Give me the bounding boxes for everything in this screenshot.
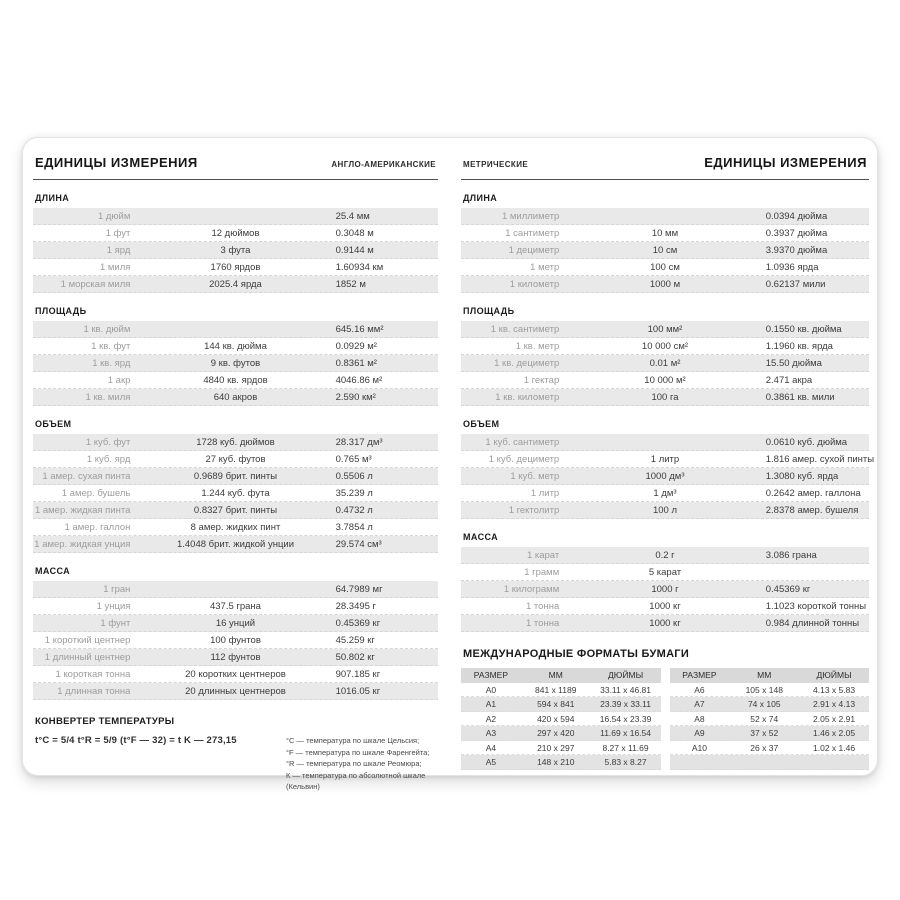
unit-name: 1 тонна bbox=[526, 601, 560, 612]
unit-value: 3.086 грана bbox=[765, 550, 817, 561]
table-row bbox=[461, 581, 869, 598]
unit-name: 1 амер. галлон bbox=[64, 522, 131, 533]
unit-value: 2.8378 амер. бушеля bbox=[765, 505, 859, 516]
unit-equivalent: 10 000 см² bbox=[641, 341, 689, 352]
paper-formats-header-row bbox=[670, 668, 870, 683]
unit-name: 1 акр bbox=[107, 375, 131, 386]
table-row bbox=[33, 225, 438, 242]
unit-name: 1 дециметр bbox=[508, 245, 560, 256]
temperature-formula: t°C = 5/4 t°R = 5/9 (t°F — 32) = t K — 273,15 bbox=[35, 735, 237, 746]
right-page-header bbox=[461, 148, 869, 180]
unit-table-mass-metric bbox=[461, 547, 869, 632]
table-row bbox=[461, 547, 869, 564]
unit-name: 1 кв. дециметр bbox=[494, 358, 560, 369]
unit-name: 1 километр bbox=[509, 279, 560, 290]
unit-value: 1.60934 км bbox=[335, 262, 384, 273]
section-mass-metric bbox=[461, 532, 869, 632]
paper-size bbox=[670, 755, 730, 769]
table-row bbox=[33, 536, 438, 553]
page-metric bbox=[461, 148, 875, 770]
section-heading: ОБЪЕМ bbox=[463, 419, 500, 429]
unit-name: 1 морская миля bbox=[60, 279, 131, 290]
paper-inches: 2.05 x 2.91 bbox=[813, 713, 856, 724]
table-row bbox=[461, 451, 875, 468]
unit-name: 1 дюйм bbox=[97, 211, 131, 222]
unit-equivalent: 100 см bbox=[650, 262, 680, 273]
table-row bbox=[670, 683, 870, 698]
table-row bbox=[461, 712, 661, 727]
unit-value: 0.0929 м² bbox=[335, 341, 377, 352]
temperature-note-line: К — температура по абсолютной шкале (Кельвин) bbox=[286, 770, 426, 791]
table-row bbox=[461, 276, 869, 293]
paper-inches: 1.02 x 1.46 bbox=[813, 742, 856, 753]
unit-name: 1 гран bbox=[103, 584, 131, 595]
table-row bbox=[461, 434, 869, 451]
section-heading: МАССА bbox=[463, 532, 499, 542]
unit-name: 1 гектолитр bbox=[508, 505, 560, 516]
unit-value: 1016.05 кг bbox=[335, 686, 381, 697]
unit-name: 1 амер. бушель bbox=[61, 488, 131, 499]
unit-name: 1 унция bbox=[96, 601, 131, 612]
unit-name: 1 кв. сантиметр bbox=[490, 324, 560, 335]
table-row bbox=[33, 276, 438, 293]
unit-value: 0.765 м³ bbox=[335, 454, 372, 465]
unit-equivalent: 0.01 м² bbox=[649, 358, 681, 369]
paper-size: A0 bbox=[485, 684, 497, 695]
column-header: ММ bbox=[548, 670, 563, 680]
table-row bbox=[670, 712, 870, 727]
unit-value: 25.4 мм bbox=[335, 211, 370, 222]
paper-mm: 37 x 52 bbox=[750, 728, 779, 738]
unit-value: 4046.86 м² bbox=[335, 375, 383, 386]
paper-inches: 5.83 x 8.27 bbox=[604, 757, 647, 767]
unit-table-volume-anglo bbox=[33, 434, 438, 553]
unit-value bbox=[755, 564, 869, 581]
unit-equivalent: 100 га bbox=[651, 392, 679, 403]
paper-formats-body bbox=[670, 683, 870, 770]
unit-equivalent: 4840 кв. ярдов bbox=[203, 375, 268, 386]
unit-value: 1.1023 короткой тонны bbox=[765, 601, 867, 612]
section-length-anglo bbox=[33, 193, 438, 293]
unit-equivalent: 10 мм bbox=[651, 228, 679, 239]
unit-value: 0.45369 кг bbox=[335, 618, 381, 629]
unit-equivalent: 144 кв. дюйма bbox=[204, 341, 267, 352]
unit-equivalent: 1 литр bbox=[650, 454, 680, 465]
table-row bbox=[461, 755, 661, 770]
section-length-metric bbox=[461, 193, 869, 293]
unit-equivalent: 10 см bbox=[652, 245, 678, 256]
section-area-metric bbox=[461, 306, 869, 406]
unit-equivalent: 100 мм² bbox=[647, 324, 683, 335]
section-volume-metric bbox=[461, 419, 875, 519]
paper-size: A4 bbox=[485, 742, 497, 753]
table-row bbox=[33, 502, 438, 519]
paper-size: A6 bbox=[694, 684, 705, 695]
paper-formats-heading: МЕЖДУНАРОДНЫЕ ФОРМАТЫ БУМАГИ bbox=[463, 648, 690, 660]
column-header: ДЮЙМЫ bbox=[608, 670, 644, 680]
temperature-note-line: °C — температура по шкале Цельсия; bbox=[286, 736, 420, 745]
unit-table-area-anglo bbox=[33, 321, 438, 406]
unit-name: 1 куб. ярд bbox=[86, 454, 131, 465]
unit-name: 1 тонна bbox=[526, 618, 560, 629]
unit-equivalent: 0.2 г bbox=[655, 550, 675, 561]
table-row bbox=[33, 321, 438, 338]
unit-value: 0.45369 кг bbox=[765, 584, 811, 595]
paper-size: A5 bbox=[485, 757, 497, 767]
table-row bbox=[461, 372, 869, 389]
paper-size: A7 bbox=[694, 699, 705, 709]
unit-equivalent: 437.5 грана bbox=[209, 601, 261, 612]
paper-size: A2 bbox=[485, 713, 497, 724]
unit-equivalent: 0.8327 брит. пинты bbox=[193, 505, 278, 516]
right-page-subtitle: МЕТРИЧЕСКИЕ bbox=[463, 160, 529, 169]
section-heading: ПЛОЩАДЬ bbox=[463, 306, 515, 316]
unit-equivalent: 9 кв. футов bbox=[210, 358, 261, 369]
unit-value: 907.185 кг bbox=[335, 669, 381, 680]
temperature-heading: КОНВЕРТЕР ТЕМПЕРАТУРЫ bbox=[35, 716, 175, 727]
paper-inches: 33.11 x 46.81 bbox=[600, 684, 651, 695]
table-row bbox=[461, 242, 869, 259]
unit-name: 1 кв. фут bbox=[91, 341, 131, 352]
table-row bbox=[670, 697, 870, 712]
unit-value: 0.5506 л bbox=[335, 471, 373, 482]
column-header: РАЗМЕР bbox=[682, 670, 717, 680]
unit-equivalent: 10 000 м² bbox=[644, 375, 686, 386]
table-row bbox=[461, 697, 661, 712]
unit-value: 0.3937 дюйма bbox=[765, 228, 828, 239]
unit-name: 1 амер. жидкая унция bbox=[34, 539, 131, 550]
table-row bbox=[461, 502, 869, 519]
paper-mm: 594 x 841 bbox=[537, 699, 575, 709]
table-row bbox=[461, 726, 661, 741]
paper-inches: 2.91 x 4.13 bbox=[813, 699, 856, 709]
unit-name: 1 длинная тонна bbox=[57, 686, 131, 697]
unit-table-volume-metric bbox=[461, 434, 875, 519]
unit-equivalent: 20 длинных центнеров bbox=[185, 686, 286, 697]
unit-name: 1 кв. миля bbox=[85, 392, 131, 403]
paper-inches: 4.13 x 5.83 bbox=[813, 684, 856, 695]
table-row bbox=[33, 519, 438, 536]
table-row bbox=[33, 355, 438, 372]
unit-value: 1.816 амер. сухой пинты bbox=[765, 454, 875, 465]
unit-name: 1 длинный центнер bbox=[44, 652, 131, 663]
temperature-body bbox=[33, 735, 438, 793]
unit-name: 1 метр bbox=[530, 262, 560, 273]
unit-name: 1 килограмм bbox=[503, 584, 560, 595]
table-row bbox=[33, 242, 438, 259]
unit-value: 28.3495 г bbox=[335, 601, 377, 612]
table-row bbox=[461, 259, 869, 276]
paper-inches: 11.69 x 16.54 bbox=[600, 728, 651, 738]
unit-value: 28.317 дм³ bbox=[335, 437, 383, 448]
table-row bbox=[33, 389, 438, 406]
unit-table-length-anglo bbox=[33, 208, 438, 293]
paper-formats-body bbox=[461, 683, 661, 770]
paper-mm: 52 x 74 bbox=[750, 713, 779, 724]
temperature-notes bbox=[286, 735, 438, 793]
paper-size: A3 bbox=[485, 728, 497, 738]
unit-value: 0.1550 кв. дюйма bbox=[765, 324, 842, 335]
unit-name: 1 амер. сухая пинта bbox=[42, 471, 131, 482]
paper-formats bbox=[461, 648, 869, 770]
unit-value: 0.3861 кв. мили bbox=[765, 392, 835, 403]
paper-inches: 8.27 x 11.69 bbox=[602, 742, 649, 753]
unit-name: 1 короткий центнер bbox=[44, 635, 131, 646]
section-heading: МАССА bbox=[35, 566, 71, 576]
paper-mm: 26 x 37 bbox=[750, 742, 779, 753]
table-row bbox=[33, 208, 438, 225]
unit-equivalent: 1.244 куб. фута bbox=[201, 488, 270, 499]
section-volume-anglo bbox=[33, 419, 438, 553]
unit-value: 645.16 мм² bbox=[335, 324, 384, 335]
table-row bbox=[461, 683, 661, 698]
paper-mm: 841 x 1189 bbox=[535, 684, 577, 695]
unit-name: 1 фут bbox=[105, 228, 131, 239]
left-page-title: ЕДИНИЦЫ ИЗМЕРЕНИЯ bbox=[35, 155, 198, 170]
table-row bbox=[461, 485, 869, 502]
unit-name: 1 миллиметр bbox=[501, 211, 560, 222]
unit-equivalent: 640 акров bbox=[213, 392, 258, 403]
table-row bbox=[33, 485, 438, 502]
table-row bbox=[461, 598, 869, 615]
unit-value: 3.9370 дюйма bbox=[765, 245, 828, 256]
unit-value: 0.3048 м bbox=[335, 228, 374, 239]
table-row bbox=[461, 225, 869, 242]
planner-units-spread bbox=[22, 137, 878, 791]
unit-equivalent: 1.4048 брит. жидкой унции bbox=[176, 539, 295, 550]
unit-value: 45.259 кг bbox=[335, 635, 375, 646]
paper-size: A1 bbox=[485, 699, 497, 709]
table-row bbox=[670, 726, 870, 741]
section-mass-anglo bbox=[33, 566, 438, 700]
unit-equivalent: 2025.4 ярда bbox=[209, 279, 262, 290]
unit-name: 1 фунт bbox=[100, 618, 131, 629]
table-row bbox=[33, 683, 438, 700]
unit-value: 1852 м bbox=[335, 279, 366, 290]
table-row bbox=[461, 338, 869, 355]
section-area-anglo bbox=[33, 306, 438, 406]
unit-value: 0.4732 л bbox=[335, 505, 373, 516]
table-row bbox=[461, 389, 869, 406]
unit-name: 1 куб. фут bbox=[85, 437, 131, 448]
table-row bbox=[33, 632, 438, 649]
table-row bbox=[461, 321, 869, 338]
unit-equivalent bbox=[575, 434, 755, 451]
unit-value: 1.1960 кв. ярда bbox=[765, 341, 833, 352]
column-header: РАЗМЕР bbox=[473, 670, 509, 680]
unit-table-length-metric bbox=[461, 208, 869, 293]
unit-name: 1 грамм bbox=[524, 567, 560, 578]
paper-inches: 23.39 x 33.11 bbox=[600, 699, 651, 709]
unit-table-mass-anglo bbox=[33, 581, 438, 700]
unit-name: 1 литр bbox=[530, 488, 560, 499]
unit-name: 1 кв. километр bbox=[495, 392, 560, 403]
table-row bbox=[33, 615, 438, 632]
table-row bbox=[33, 434, 438, 451]
unit-name: 1 ярд bbox=[106, 245, 131, 256]
unit-equivalent: 112 фунтов bbox=[210, 652, 261, 663]
unit-value: 1.3080 куб. ярда bbox=[765, 471, 839, 482]
section-heading: ДЛИНА bbox=[35, 193, 70, 203]
paper-inches bbox=[799, 755, 869, 769]
unit-value: 0.9144 м bbox=[335, 245, 374, 256]
unit-value: 35.239 л bbox=[335, 488, 373, 499]
unit-equivalent bbox=[146, 321, 324, 338]
unit-equivalent: 8 амер. жидких пинт bbox=[190, 522, 281, 533]
unit-value: 3.7854 л bbox=[335, 522, 373, 533]
unit-value: 64.7989 мг bbox=[335, 584, 383, 595]
table-row bbox=[33, 451, 438, 468]
unit-value: 0.984 длинной тонны bbox=[765, 618, 860, 629]
unit-equivalent: 1728 куб. дюймов bbox=[196, 437, 275, 448]
temperature-converter bbox=[33, 716, 438, 793]
paper-size: A8 bbox=[694, 713, 705, 724]
unit-equivalent: 12 дюймов bbox=[211, 228, 260, 239]
table-row bbox=[461, 615, 869, 632]
left-page-header bbox=[33, 148, 438, 180]
table-row bbox=[670, 741, 870, 756]
right-page-title: ЕДИНИЦЫ ИЗМЕРЕНИЯ bbox=[704, 155, 867, 170]
unit-equivalent bbox=[146, 208, 324, 225]
unit-name: 1 куб. метр bbox=[510, 471, 560, 482]
unit-name: 1 кв. ярд bbox=[92, 358, 131, 369]
table-row bbox=[461, 741, 661, 756]
paper-formats-header-row bbox=[461, 668, 661, 683]
column-header: ММ bbox=[757, 670, 772, 680]
unit-equivalent: 1000 кг bbox=[649, 618, 681, 629]
unit-name: 1 куб. сантиметр bbox=[485, 437, 560, 448]
section-heading: ОБЪЕМ bbox=[35, 419, 72, 429]
paper-mm: 74 x 105 bbox=[747, 699, 781, 709]
unit-equivalent: 16 унций bbox=[215, 618, 256, 629]
unit-value: 15.50 дюйма bbox=[765, 358, 822, 369]
left-page-subtitle: АНГЛО-АМЕРИКАНСКИЕ bbox=[331, 160, 436, 169]
unit-name: 1 сантиметр bbox=[505, 228, 560, 239]
page-anglo-american bbox=[33, 148, 438, 793]
paper-mm: 210 x 297 bbox=[537, 742, 575, 753]
unit-value: 29.574 см³ bbox=[335, 539, 382, 550]
paper-formats-table-a0-a5 bbox=[461, 668, 661, 770]
column-header: ДЮЙМЫ bbox=[816, 670, 852, 680]
paper-mm: 105 x 148 bbox=[745, 684, 783, 695]
table-row bbox=[33, 259, 438, 276]
unit-value: 1.0936 ярда bbox=[765, 262, 819, 273]
unit-equivalent: 1 дм³ bbox=[653, 488, 677, 499]
unit-equivalent: 1000 кг bbox=[649, 601, 681, 612]
paper-mm: 148 x 210 bbox=[537, 757, 575, 767]
unit-value: 0.0394 дюйма bbox=[765, 211, 828, 222]
unit-name: 1 короткая тонна bbox=[55, 669, 131, 680]
table-row bbox=[33, 649, 438, 666]
unit-equivalent: 1000 г bbox=[651, 584, 679, 595]
unit-table-area-metric bbox=[461, 321, 869, 406]
unit-equivalent: 1760 ярдов bbox=[210, 262, 261, 273]
unit-value: 0.62137 мили bbox=[765, 279, 826, 290]
unit-value: 0.2642 амер. галлона bbox=[765, 488, 861, 499]
unit-name: 1 кв. метр bbox=[515, 341, 560, 352]
table-row bbox=[33, 666, 438, 683]
temperature-note-line: °R — температура по шкале Реомюра; bbox=[286, 759, 422, 768]
table-row bbox=[33, 372, 438, 389]
section-heading: ДЛИНА bbox=[463, 193, 498, 203]
paper-size: A9 bbox=[694, 728, 705, 738]
unit-equivalent bbox=[146, 581, 324, 598]
paper-formats-table-a6-a10 bbox=[670, 668, 870, 770]
unit-equivalent: 100 л bbox=[652, 505, 678, 516]
temperature-note-line: °F — температура по шкале Фаренгейта; bbox=[286, 747, 430, 757]
unit-value: 50.802 кг bbox=[335, 652, 375, 663]
unit-equivalent: 100 фунтов bbox=[210, 635, 261, 646]
unit-equivalent: 27 куб. футов bbox=[205, 454, 266, 465]
unit-value: 0.8361 м² bbox=[335, 358, 377, 369]
unit-value: 2.471 акра bbox=[765, 375, 813, 386]
unit-name: 1 куб. дециметр bbox=[488, 454, 560, 465]
table-row bbox=[461, 564, 869, 581]
table-row bbox=[33, 581, 438, 598]
paper-mm: 420 x 594 bbox=[537, 713, 575, 724]
paper-formats-tables bbox=[461, 668, 869, 770]
table-row bbox=[461, 468, 869, 485]
table-row bbox=[33, 598, 438, 615]
unit-name: 1 амер. жидкая пинта bbox=[34, 505, 131, 516]
unit-name: 1 гектар bbox=[523, 375, 560, 386]
unit-equivalent: 1000 м bbox=[649, 279, 681, 290]
unit-equivalent: 0.9689 брит. пинты bbox=[193, 471, 278, 482]
unit-name: 1 миля bbox=[99, 262, 131, 273]
paper-size: A10 bbox=[691, 742, 707, 753]
paper-inches: 16.54 x 23.39 bbox=[599, 713, 652, 724]
unit-value: 0.0610 куб. дюйма bbox=[765, 437, 848, 448]
section-heading: ПЛОЩАДЬ bbox=[35, 306, 87, 316]
paper-inches: 1.46 x 2.05 bbox=[813, 728, 856, 738]
unit-equivalent bbox=[575, 208, 755, 225]
table-row bbox=[670, 755, 870, 770]
table-row bbox=[33, 468, 438, 485]
unit-equivalent: 3 фута bbox=[220, 245, 251, 256]
unit-equivalent: 1000 дм³ bbox=[645, 471, 685, 482]
unit-name: 1 карат bbox=[526, 550, 560, 561]
unit-value: 2.590 км² bbox=[335, 392, 376, 403]
unit-name: 1 кв. дюйм bbox=[83, 324, 131, 335]
table-row bbox=[33, 338, 438, 355]
table-row bbox=[461, 208, 869, 225]
paper-mm: 297 x 420 bbox=[537, 728, 575, 738]
paper-mm bbox=[729, 755, 799, 769]
unit-equivalent: 5 карат bbox=[648, 567, 682, 578]
table-row bbox=[461, 355, 869, 372]
unit-equivalent: 20 коротких центнеров bbox=[185, 669, 286, 680]
